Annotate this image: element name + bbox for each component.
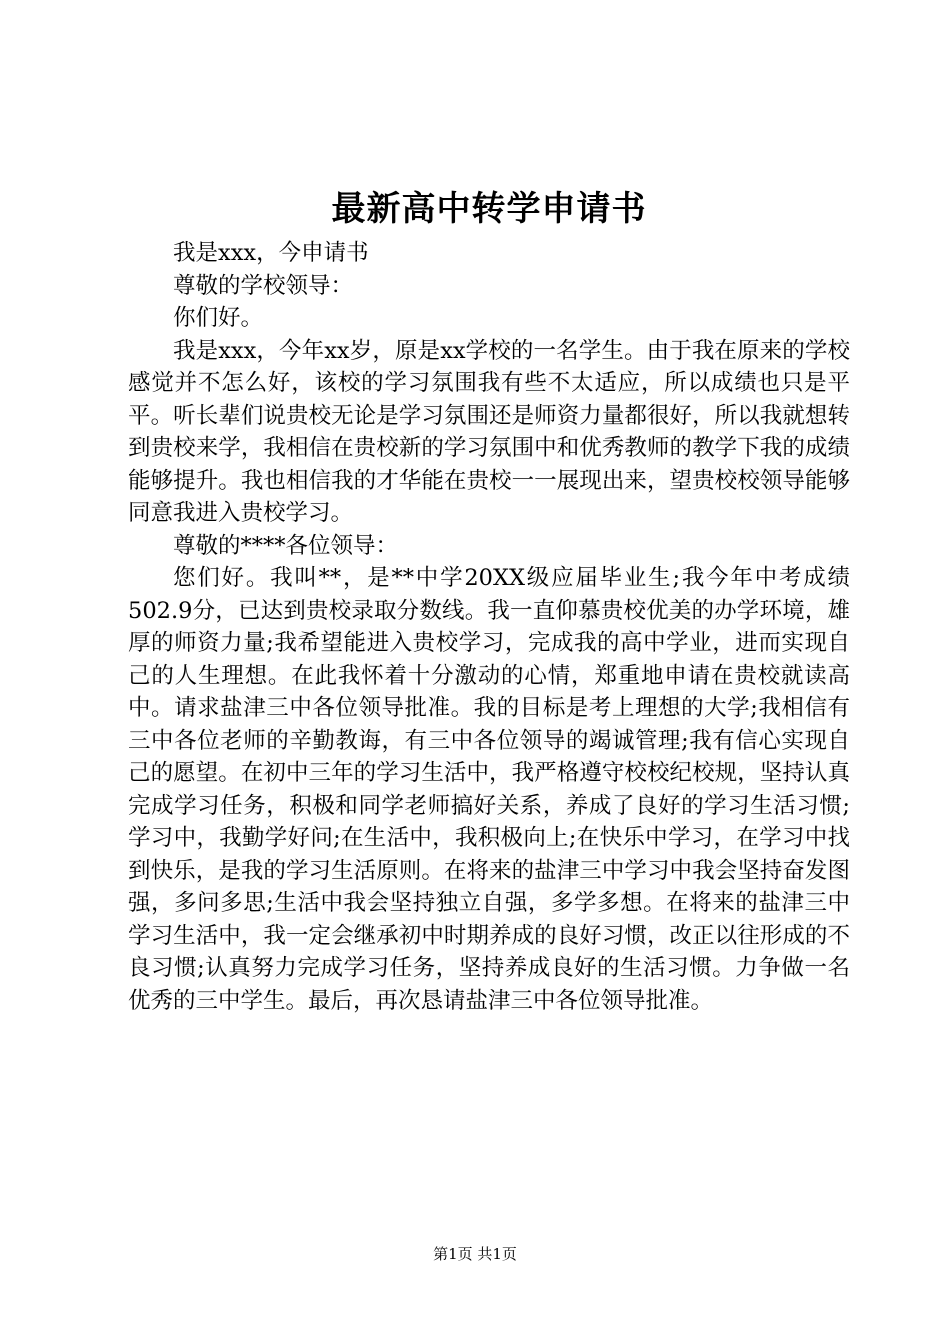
paragraph-body-1: 我是xxx，今年xx岁，原是xx学校的一名学生。由于我在原来的学校感觉并不怎么好，该校的学习氛围我有些不太适应，所以成绩也只是平平。听长辈们说贵校无论是学习氛围还是师资力量都很好，所以我就想转到贵校来学，我相信在贵校新的学习氛围中和优秀教师的教学下我的成绩能够提升。我也相信我的才华能在贵校一一展现出来，望贵校校领导能够同意我进入贵校学习。 bbox=[128, 337, 850, 526]
paragraph-body-2: 您们好。我叫**，是**中学20XX级应届毕业生;我今年中考成绩502.9分，已达到贵校录取分数线。我一直仰慕贵校优美的办学环境，雄厚的师资力量;我希望能进入贵校学习，完成我的高中学业，进而实现自己的人生理想。在此我怀着十分激动的心情，郑重地申请在贵校就读高中。请求盐津三中各位领导批准。我的目标是考上理想的大学;我相信有三中各位老师的辛勤教诲，有三中各位领导的竭诚管理;我有信心实现自己的愿望。在初中三年的学习生活中，我严格遵守校校纪校规，坚持认真完成学习任务，积极和同学老师搞好关系，养成了良好的学习生活习惯;学习中，我勤学好问;在生活中，我积极向上;在快乐中学习，在学习中找到快乐，是我的学习生活原则。在将来的盐津三中学习中我会坚持奋发图强，多问多思;生活中我会坚持独立自强，多学多想。在将来的盐津三中学习生活中，我一定会继承初中时期养成的良好习惯，改正以往形成的不良习惯;认真努力完成学习任务，坚持养成良好的生活习惯。力争做一名优秀的三中学生。最后，再次恳请盐津三中各位领导批准。 bbox=[128, 565, 850, 1014]
paragraph-greeting-1: 你们好。 bbox=[173, 305, 264, 331]
paragraph-salutation-1: 尊敬的学校领导： bbox=[173, 272, 354, 299]
page-footer: 第1页 共1页 bbox=[433, 1245, 517, 1263]
paragraph-salutation-2: 尊敬的****各位领导： bbox=[173, 532, 399, 559]
paragraph-opening: 我是xxx，今申请书 bbox=[173, 240, 369, 266]
document-title: 最新高中转学申请书 bbox=[331, 189, 647, 229]
document-body bbox=[128, 237, 850, 1017]
